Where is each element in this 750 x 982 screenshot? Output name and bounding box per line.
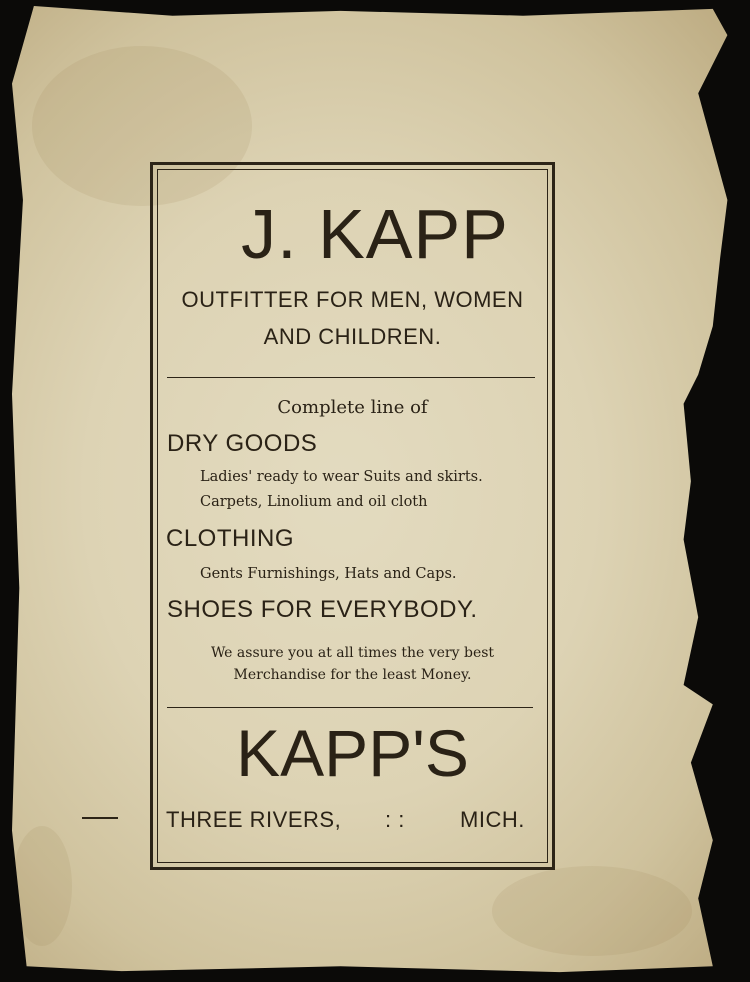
assurance-line2: Merchandise for the least Money. (233, 667, 472, 683)
location-state: MICH. (460, 807, 525, 832)
location-separator: : : (385, 807, 405, 832)
store-name: KAPP'S (236, 716, 469, 790)
location-city: THREE RIVERS, (166, 807, 342, 832)
dry-goods-line1: Ladies' ready to wear Suits and skirts. (200, 469, 483, 485)
paper-stain (492, 866, 692, 956)
dry-goods-heading: DRY GOODS (167, 430, 318, 457)
shoes-heading: SHOES FOR EVERYBODY. (167, 596, 478, 623)
dry-goods-line2: Carpets, Linolium and oil cloth (200, 494, 428, 510)
divider-bottom (167, 707, 533, 708)
clothing-heading: CLOTHING (166, 525, 295, 552)
ad-subtitle-line2: AND CHILDREN. (263, 324, 442, 349)
clothing-line1: Gents Furnishings, Hats and Caps. (200, 566, 457, 582)
assurance-line1: We assure you at all times the very best (210, 645, 495, 661)
intro-text: Complete line of (277, 397, 428, 418)
paper-stain (12, 826, 72, 946)
ad-title: J. KAPP (241, 195, 509, 273)
margin-mark (82, 817, 118, 819)
ad-subtitle-line1: OUTFITTER FOR MEN, WOMEN (181, 287, 524, 312)
divider-top (167, 377, 535, 378)
